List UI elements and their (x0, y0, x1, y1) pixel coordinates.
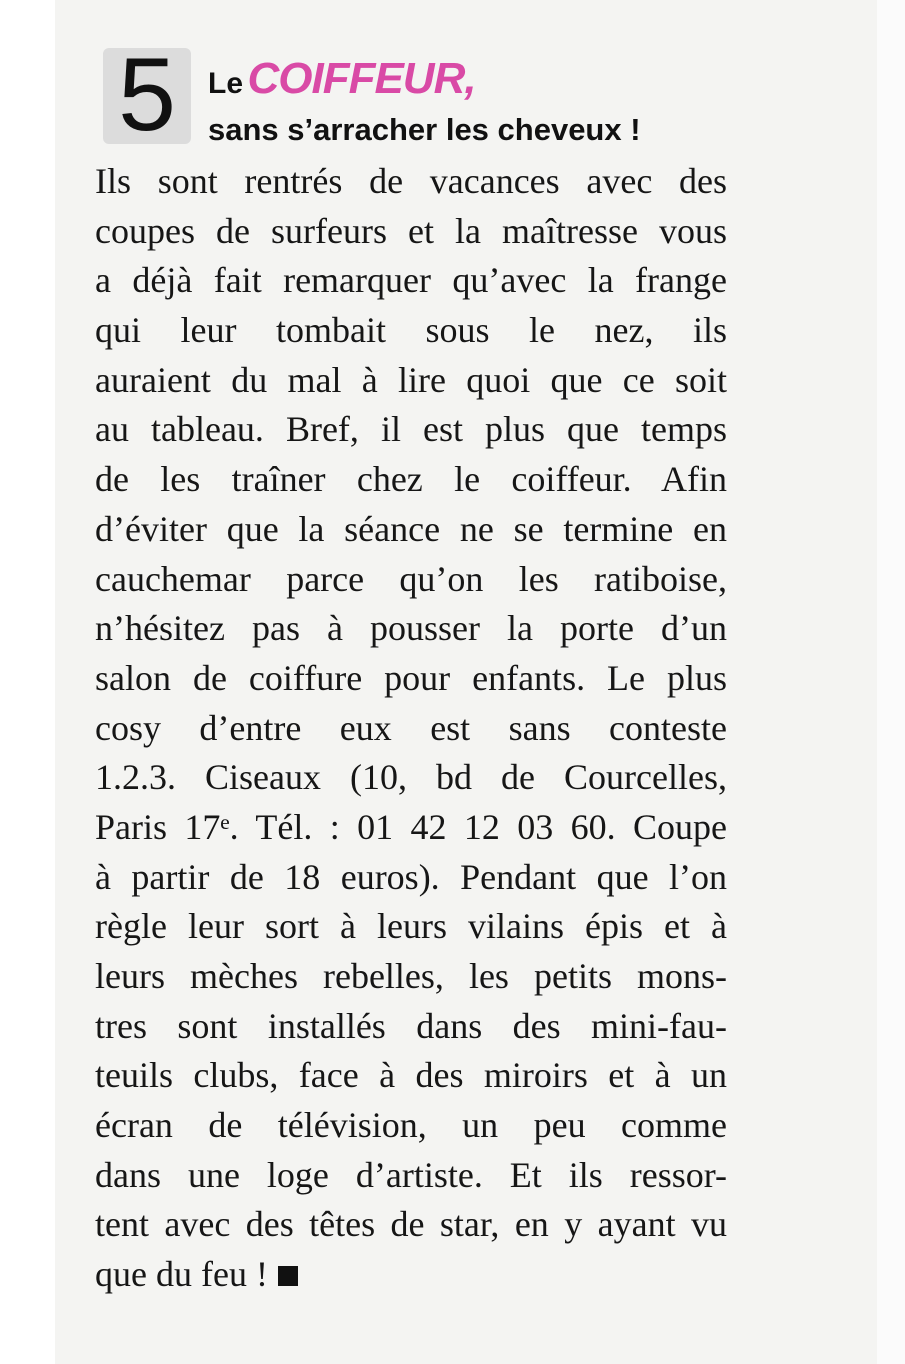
body-line: cauchemar parce qu’on les ratiboise, (95, 558, 727, 599)
body-line: qui leur tombait sous le nez, ils (95, 310, 727, 351)
title-highlight: COIFFEUR, (247, 54, 476, 103)
article-subtitle: sans s’arracher les cheveux ! (208, 112, 641, 147)
body-line: teuils clubs, face à des miroirs et à un (95, 1055, 727, 1096)
body-line: tres sont installés dans des mini-fau- (95, 1005, 727, 1046)
body-line: règle leur sort à leurs vilains épis et à (95, 906, 727, 947)
body-line: écran de télévision, un peu comme (95, 1105, 727, 1146)
body-line: de les traîner chez le coiffeur. Afin (95, 459, 727, 500)
body-line: Paris 17ᵉ. Tél. : 01 42 12 03 60. Coupe (95, 806, 727, 847)
body-line: coupes de surfeurs et la maîtresse vous (95, 210, 727, 251)
body-line: d’éviter que la séance ne se termine en (95, 508, 727, 549)
body-line: que du feu ! (95, 1250, 727, 1300)
body-line: auraient du mal à lire quoi que ce soit (95, 359, 727, 400)
body-line: 1.2.3. Ciseaux (10, bd de Courcelles, (95, 757, 727, 798)
article-body (95, 157, 727, 1300)
body-line: à partir de 18 euros). Pendant que l’on (95, 856, 727, 897)
body-line: salon de coiffure pour enfants. Le plus (95, 657, 727, 698)
scan-margin (877, 0, 905, 1364)
body-line: au tableau. Bref, il est plus que temps (95, 409, 727, 450)
body-line: leurs mèches rebelles, les petits mons- (95, 956, 727, 996)
end-mark-icon (278, 1266, 298, 1286)
body-line: n’hésitez pas à pousser la porte d’un (95, 608, 727, 649)
section-number-badge (103, 37, 191, 153)
article-header (103, 37, 763, 158)
body-line: tent avec des têtes de star, en y ayant vu (95, 1204, 727, 1245)
body-line: a déjà fait remarquer qu’avec la frange (95, 260, 727, 301)
body-line: dans une loge d’artiste. Et ils ressor- (95, 1154, 727, 1195)
article-title (208, 54, 476, 114)
section-number: 5 (118, 37, 176, 153)
title-prefix: Le (208, 67, 244, 100)
body-line: Ils sont rentrés de vacances avec des (95, 161, 727, 201)
body-line: cosy d’entre eux est sans conteste (95, 707, 727, 748)
